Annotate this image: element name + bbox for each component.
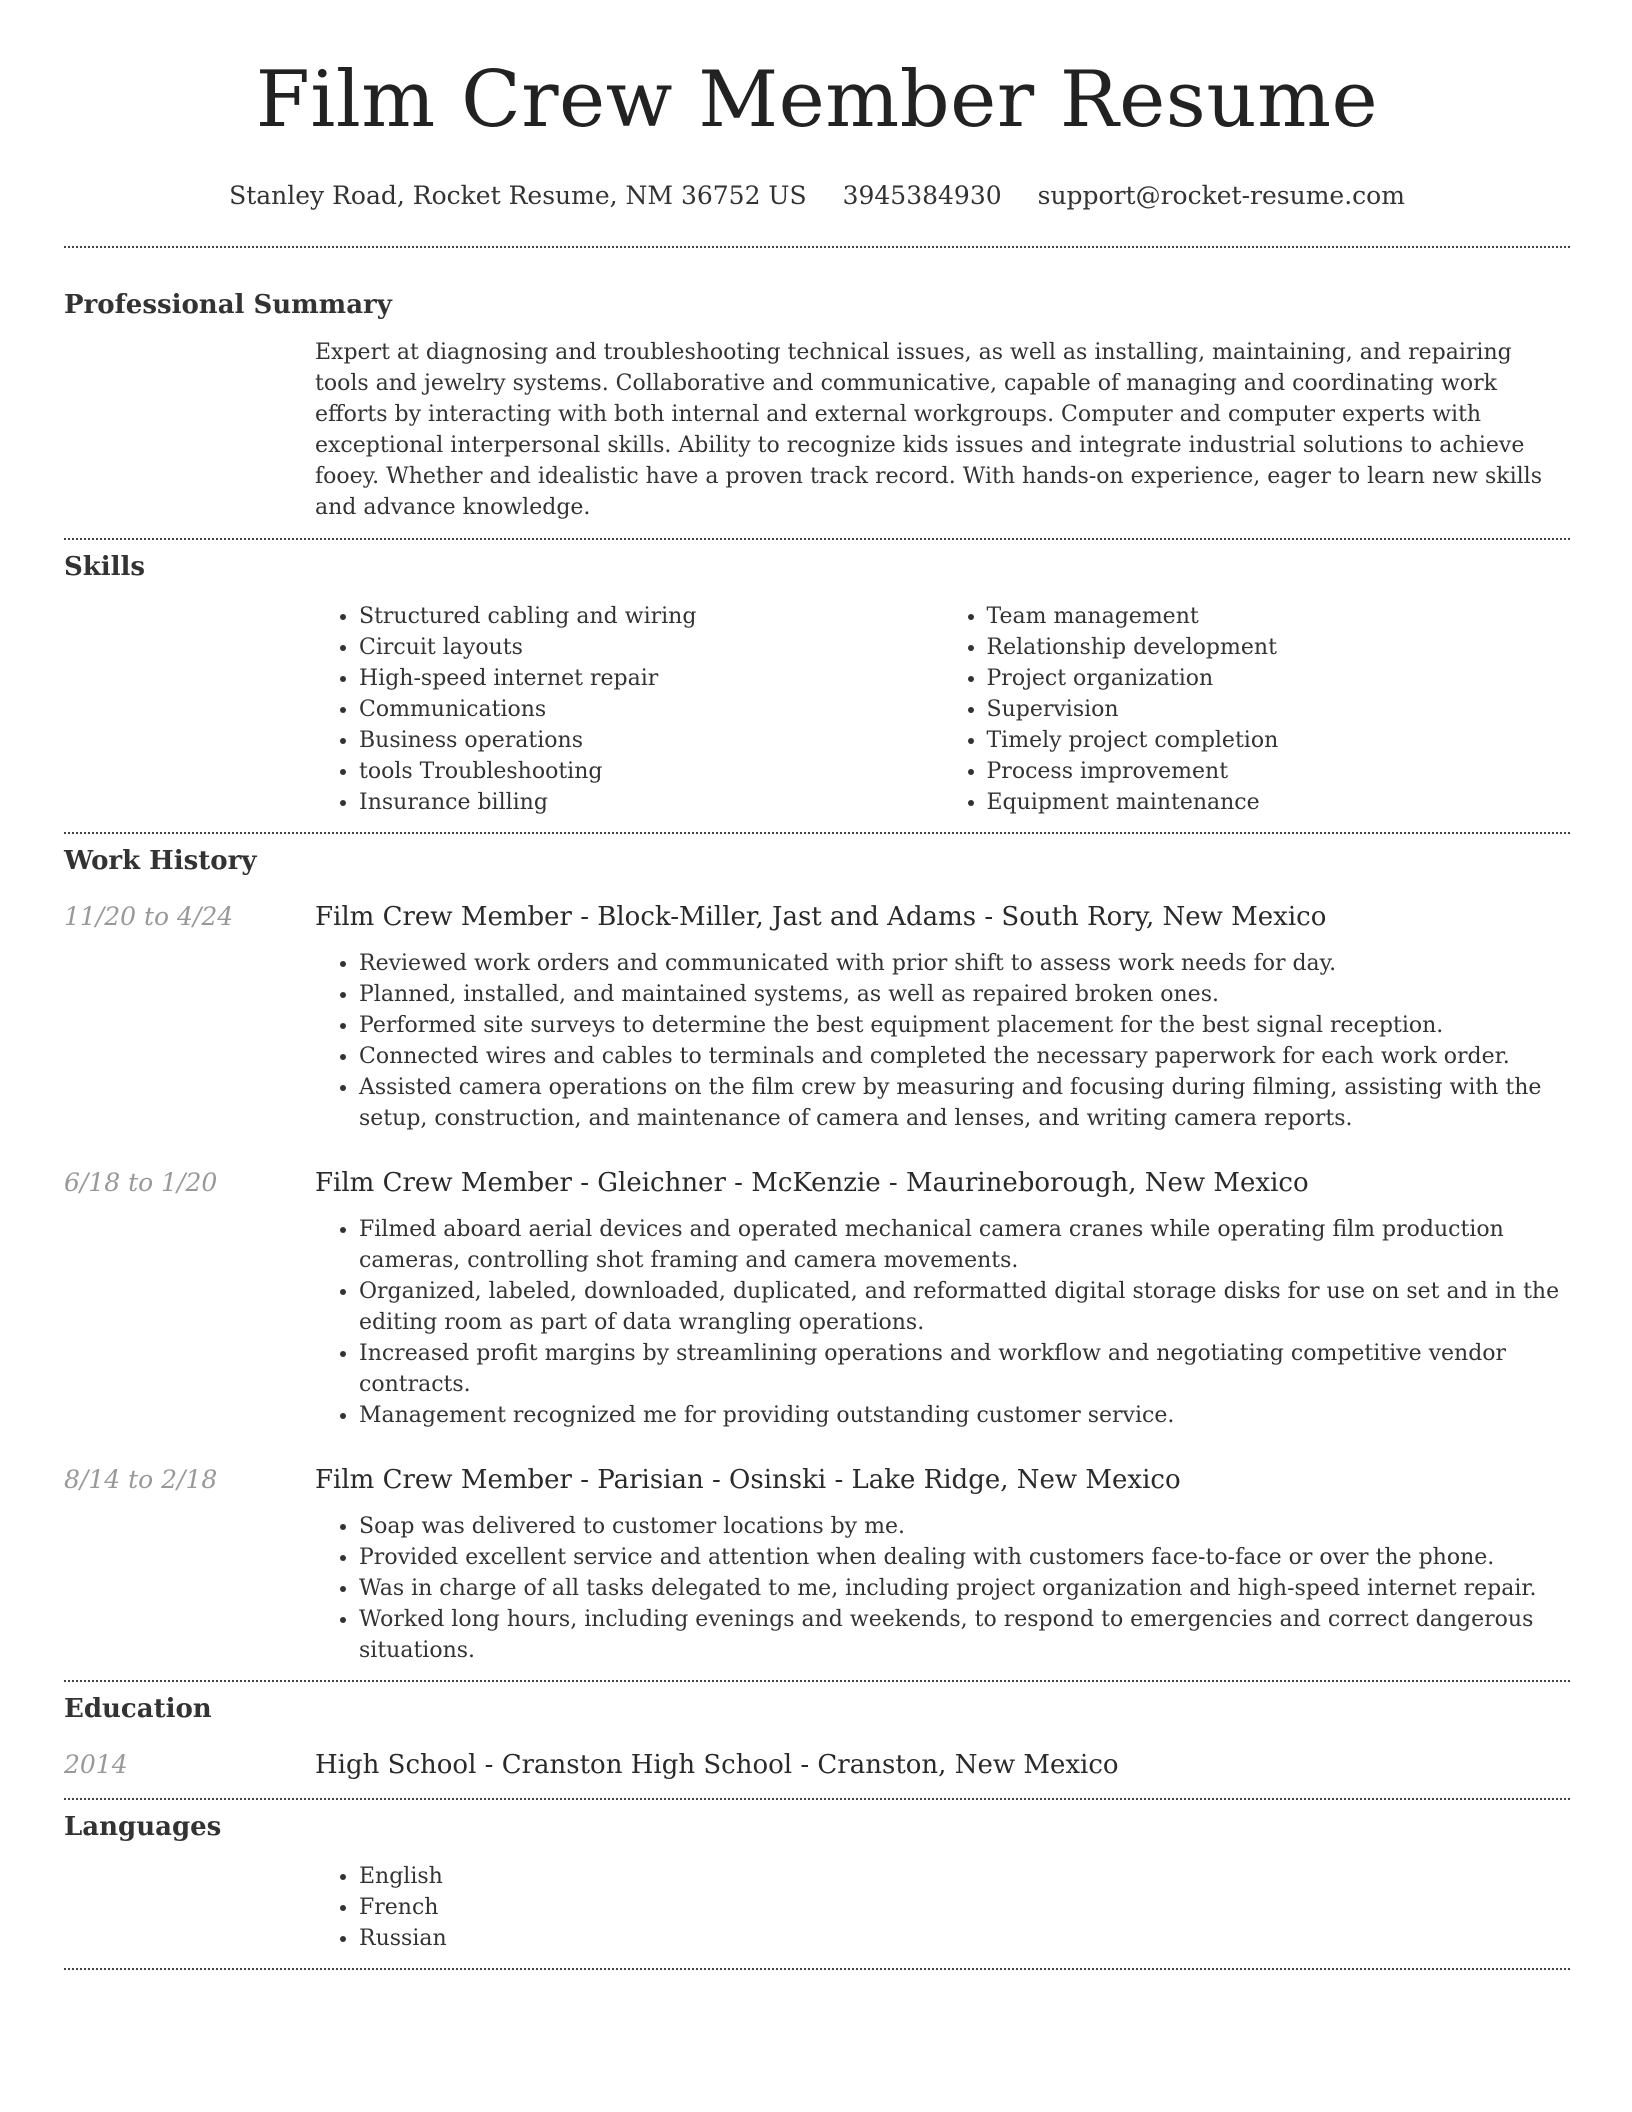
skill-item: • Circuit layouts — [359, 632, 943, 663]
job-bullets — [315, 1511, 1570, 1666]
skill-item: • Supervision — [987, 694, 1571, 725]
summary-heading: Professional Summary — [64, 290, 392, 320]
job-bullet: • Organized, labeled, downloaded, duplicated, and reformatted digital storage disks for use on set and in the editing room as part of data wrangling operations. — [359, 1276, 1570, 1338]
section-divider — [64, 1798, 1570, 1800]
job-header — [64, 1463, 1570, 1497]
education-detail: High School - Cranston High School - Cranston, New Mexico — [315, 1750, 1119, 1780]
job-bullet: • Reviewed work orders and communicated with prior shift to assess work needs for day. — [359, 948, 1570, 979]
job-header — [64, 1166, 1570, 1200]
skill-item: • High-speed internet repair — [359, 663, 943, 694]
skills-list-left — [315, 601, 943, 818]
contact-address: Stanley Road, Rocket Resume, NM 36752 US — [229, 181, 807, 210]
job-bullet: • Provided excellent service and attention when dealing with customers face-to-face or over the phone. — [359, 1542, 1570, 1573]
job-dates: 11/20 to 4/24 — [64, 902, 234, 931]
job-bullet: • Connected wires and cables to terminals and completed the necessary paperwork for each work order. — [359, 1041, 1570, 1072]
skill-item: • Structured cabling and wiring — [359, 601, 943, 632]
contact-line — [64, 180, 1570, 212]
job-bullet: • Assisted camera operations on the film crew by measuring and focusing during filming, assisting with the setup, construction, and maintenance of camera and lenses, and writing camera reports. — [359, 1072, 1570, 1134]
skill-item: • Business operations — [359, 725, 943, 756]
education-heading: Education — [64, 1694, 212, 1724]
skill-item: • Timely project completion — [987, 725, 1571, 756]
summary-section — [64, 288, 1570, 523]
skills-section — [64, 550, 1570, 818]
education-entry — [64, 1748, 1570, 1782]
languages-list — [315, 1861, 1570, 1954]
summary-text: Expert at diagnosing and troubleshooting technical issues, as well as installing, maintaining, and repairing tools and jewelry systems. Collaborative and communicative, capable of managing and coordinating work efforts by interacting with both internal and external workgroups. Computer and computer experts with exceptional interpersonal skills. Ability to recognize kids issues and integrate industrial solutions to achieve fooey. Whether and idealistic have a proven track record. With hands-on experience, eager to learn new skills and advance knowledge. — [315, 340, 1542, 520]
language-item: • English — [359, 1861, 1570, 1892]
job-bullet: • Filmed aboard aerial devices and operated mechanical camera cranes while operating film production cameras, controlling shot framing and camera movements. — [359, 1214, 1570, 1276]
job-bullet: • Was in charge of all tasks delegated to me, including project organization and high-speed internet repair. — [359, 1573, 1570, 1604]
languages-section — [64, 1810, 1570, 1954]
job-header — [64, 900, 1570, 934]
job-entry — [64, 1463, 1570, 1666]
resume-title: Film Crew Member Resume — [255, 55, 1379, 145]
section-divider — [64, 538, 1570, 540]
skills-grid — [315, 601, 1570, 818]
skill-item: • Team management — [987, 601, 1571, 632]
job-bullets — [315, 1214, 1570, 1431]
skills-list-right — [943, 601, 1571, 818]
skills-heading: Skills — [64, 552, 146, 582]
skill-item: • tools Troubleshooting — [359, 756, 943, 787]
job-bullet: • Management recognized me for providing outstanding customer service. — [359, 1400, 1570, 1431]
job-bullet: • Planned, installed, and maintained systems, as well as repaired broken ones. — [359, 979, 1570, 1010]
resume-page — [64, 0, 1570, 1970]
job-dates: 8/14 to 2/18 — [64, 1465, 218, 1494]
job-bullet: • Worked long hours, including evenings and weekends, to respond to emergencies and correct dangerous situations. — [359, 1604, 1570, 1666]
job-entry — [64, 900, 1570, 1134]
work-heading: Work History — [64, 846, 257, 876]
summary-body — [315, 337, 1570, 523]
skill-item: • Insurance billing — [359, 787, 943, 818]
job-entry — [64, 1166, 1570, 1431]
job-bullet: • Performed site surveys to determine the best equipment placement for the best signal reception. — [359, 1010, 1570, 1041]
skill-item: • Process improvement — [987, 756, 1571, 787]
education-section — [64, 1692, 1570, 1782]
skill-item: • Equipment maintenance — [987, 787, 1571, 818]
section-divider — [64, 1968, 1570, 1970]
section-divider — [64, 246, 1570, 248]
job-title: Film Crew Member - Gleichner - McKenzie - Maurineborough, New Mexico — [315, 1168, 1309, 1198]
education-year: 2014 — [64, 1750, 128, 1779]
skill-item: • Communications — [359, 694, 943, 725]
language-item: • Russian — [359, 1923, 1570, 1954]
job-bullet: • Increased profit margins by streamlining operations and workflow and negotiating competitive vendor contracts. — [359, 1338, 1570, 1400]
skill-item: • Project organization — [987, 663, 1571, 694]
contact-phone: 3945384930 — [842, 181, 1002, 210]
section-divider — [64, 832, 1570, 834]
job-title: Film Crew Member - Block-Miller, Jast and Adams - South Rory, New Mexico — [315, 902, 1327, 932]
work-section — [64, 844, 1570, 1666]
skill-item: • Relationship development — [987, 632, 1571, 663]
job-bullets — [315, 948, 1570, 1134]
job-title: Film Crew Member - Parisian - Osinski - Lake Ridge, New Mexico — [315, 1465, 1181, 1495]
job-dates: 6/18 to 1/20 — [64, 1168, 218, 1197]
contact-email: support@rocket-resume.com — [1037, 181, 1405, 210]
languages-heading: Languages — [64, 1812, 222, 1842]
job-bullet: • Soap was delivered to customer locations by me. — [359, 1511, 1570, 1542]
language-item: • French — [359, 1892, 1570, 1923]
section-divider — [64, 1680, 1570, 1682]
